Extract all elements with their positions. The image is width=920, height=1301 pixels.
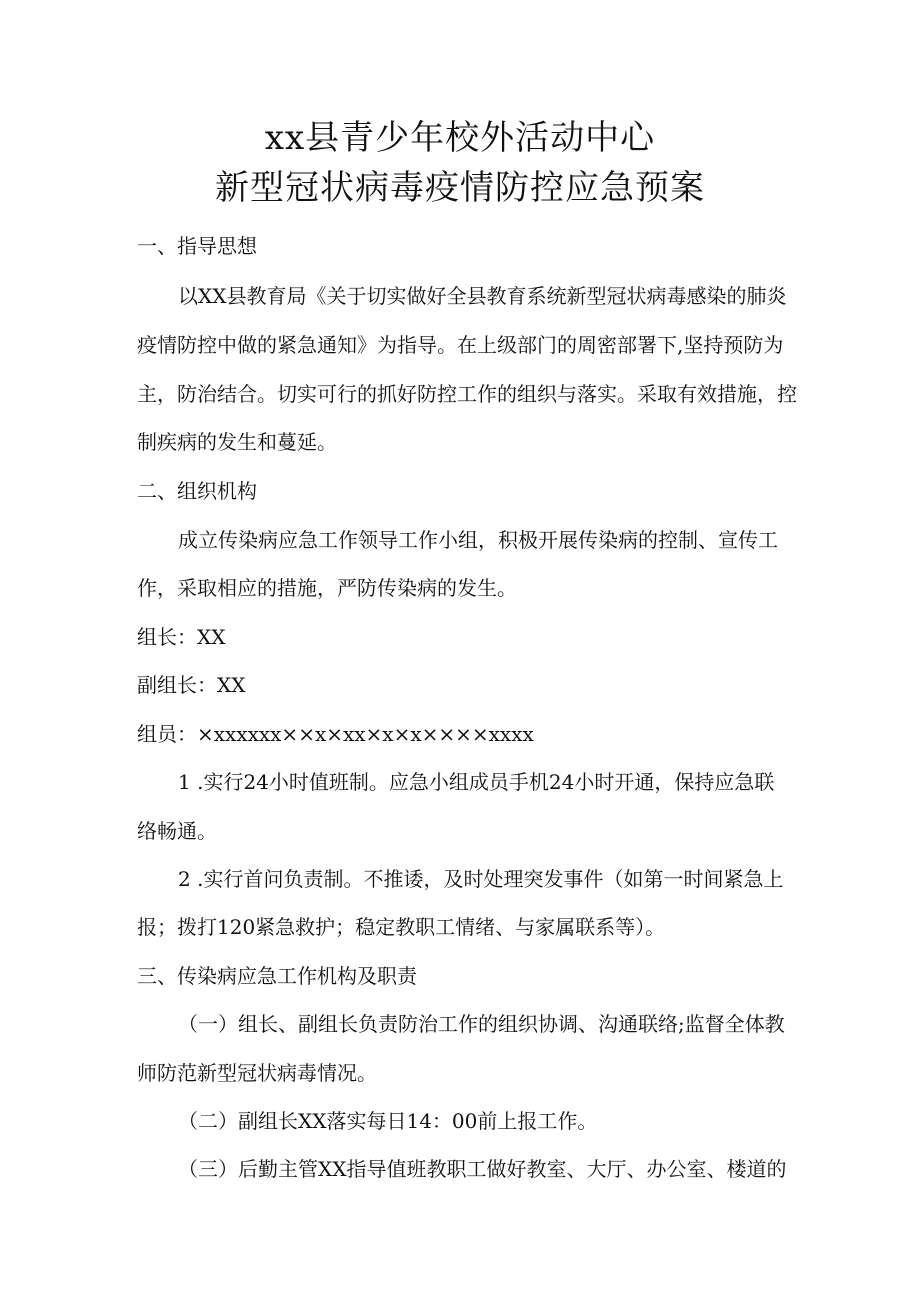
list-item-line: 络畅通。 bbox=[137, 819, 217, 843]
paragraph-line: 成立传染病应急工作领导工作小组，积极开展传染病的控制、宣传工 bbox=[178, 528, 778, 552]
list-item-line: （二）副组长XX落实每日14：00前上报工作。 bbox=[178, 1109, 598, 1133]
paragraph-line: 以XX县教育局《关于切实做好全县教育系统新型冠状病毒感染的肺炎 bbox=[178, 284, 787, 308]
list-item-line: 1 .实行24小时值班制。应急小组成员手机24小时开通，保持应急联 bbox=[178, 770, 775, 794]
section-heading-organization: 二、组织机构 bbox=[137, 479, 257, 503]
members-line: 组员：×xxxxxx××x×xx×x×x××××xxxx bbox=[137, 722, 534, 746]
paragraph-line: 作，采取相应的措施，严防传染病的发生。 bbox=[137, 576, 517, 600]
list-item-line: （三）后勤主管XX指导值班教职工做好教室、大厅、办公室、楼道的 bbox=[178, 1157, 787, 1181]
document-title-line-2: 新型冠状病毒疫情防控应急预案 bbox=[215, 168, 705, 208]
paragraph-line: 制疾病的发生和蔓延。 bbox=[137, 430, 337, 454]
list-item-line: 2 .实行首问负责制。不推诿，及时处理突发事件（如第一时间紧急上 bbox=[178, 867, 784, 891]
document-title-line-1: xx县青少年校外活动中心 bbox=[264, 118, 656, 158]
list-item-line: 师防范新型冠状病毒情况。 bbox=[137, 1061, 377, 1085]
section-heading-responsibilities: 三、传染病应急工作机构及职责 bbox=[137, 964, 417, 988]
paragraph-line: 疫情防控中做的紧急通知》为指导。在上级部门的周密部署下,坚持预防为 bbox=[137, 333, 784, 357]
leader-line: 组长：XX bbox=[137, 625, 226, 649]
paragraph-line: 主，防治结合。切实可行的抓好防控工作的组织与落实。采取有效措施，控 bbox=[137, 382, 797, 406]
list-item-line: （一）组长、副组长负责防治工作的组织协调、沟通联络;监督全体教 bbox=[178, 1012, 785, 1036]
section-heading-guiding-thought: 一、指导思想 bbox=[137, 234, 257, 258]
deputy-leader-line: 副组长：XX bbox=[137, 673, 246, 697]
list-item-line: 报；拨打120紧急救护；稳定教职工情绪、与家属联系等）。 bbox=[137, 915, 666, 939]
